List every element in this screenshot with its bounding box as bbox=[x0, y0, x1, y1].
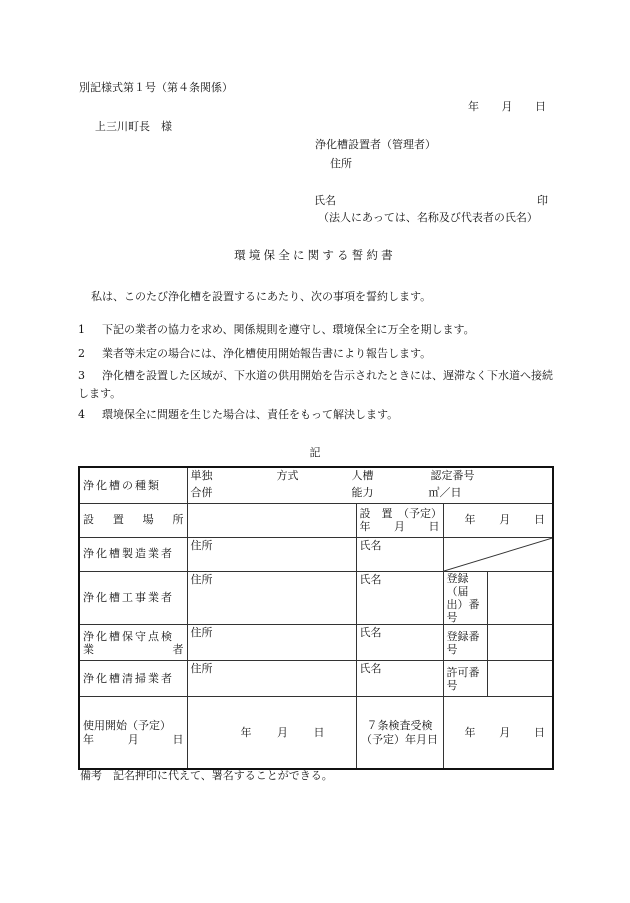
name-note: （法人にあっては、名称及び代表者の氏名） bbox=[318, 211, 538, 224]
tank-type-capacity-unit: ㎥／日 bbox=[428, 486, 462, 500]
remarks: 備考 記名押印に代えて、署名することができる。 bbox=[80, 769, 333, 782]
contractor-address[interactable]: 住所 bbox=[187, 571, 356, 625]
table-row bbox=[79, 503, 553, 537]
cleaner-label: 浄化槽清掃業者 bbox=[79, 661, 187, 697]
manufacturer-name[interactable]: 氏名 bbox=[356, 537, 443, 571]
pledge-text: 環境保全に問題を生じた場合は、責任をもって解決します。 bbox=[102, 408, 399, 421]
tank-type-single: 単独 bbox=[190, 469, 213, 483]
contractor-label: 浄化槽工事業者 bbox=[79, 571, 187, 625]
location-label: 設 置 場 所 bbox=[79, 503, 187, 537]
intro-text: 私は、このたび浄化槽を設置するにあたり、次の事項を誓約します。 bbox=[91, 290, 432, 303]
applicant-name-label: 氏名 bbox=[314, 194, 336, 207]
inspection-label: ７条検査受検 （予定）年月日 bbox=[356, 697, 443, 769]
submission-date bbox=[468, 100, 546, 113]
start-date-value[interactable]: 年 月 日 bbox=[187, 697, 356, 769]
cleaner-permit-value[interactable] bbox=[487, 661, 553, 697]
cleaner-address[interactable]: 住所 bbox=[187, 661, 356, 697]
inspection-date-value[interactable]: 年 月 日 bbox=[443, 697, 553, 769]
pledge-number: 1 bbox=[78, 323, 85, 336]
date-year: 年 bbox=[468, 100, 479, 113]
contractor-reg-label: 登録（届 出）番号 bbox=[443, 571, 487, 625]
tank-type-method: 方式 bbox=[276, 469, 299, 483]
install-date-units: 年 月 日 bbox=[359, 520, 440, 533]
maintenance-label: 浄化槽保守点検 業 者 bbox=[79, 625, 187, 661]
diagonal-line bbox=[444, 538, 553, 571]
contractor-reg-value[interactable] bbox=[487, 571, 553, 625]
pledge-item bbox=[78, 347, 553, 360]
document-title: 環境保全に関する誓約書 bbox=[234, 248, 396, 262]
pledge-text: 浄化槽を設置した区域が、下水道の供用開始を告示されたときには、遅滞なく下水道へ接続します。 bbox=[78, 369, 553, 400]
location-value[interactable] bbox=[187, 503, 356, 537]
manufacturer-address[interactable]: 住所 bbox=[187, 537, 356, 571]
maintenance-reg-label: 登録番号 bbox=[443, 625, 487, 661]
install-date-label: 設 置 （予定） 年 月 日 bbox=[356, 503, 443, 537]
manufacturer-label: 浄化槽製造業者 bbox=[79, 537, 187, 571]
table-row bbox=[79, 625, 553, 661]
manufacturer-blank-cell bbox=[443, 537, 553, 571]
form-number: 別記様式第１号（第４条関係） bbox=[79, 81, 233, 94]
install-date-value[interactable]: 年 月 日 bbox=[443, 503, 553, 537]
tank-type-combined: 合併 bbox=[190, 486, 213, 500]
addressee: 上三川町長 様 bbox=[95, 120, 172, 133]
details-table bbox=[78, 466, 552, 750]
pledge-item bbox=[78, 367, 553, 403]
pledge-number: 3 bbox=[78, 369, 85, 382]
cleaner-permit-label: 許可番号 bbox=[443, 661, 487, 697]
pledge-item bbox=[78, 408, 553, 421]
ki-heading: 記 bbox=[309, 446, 321, 459]
table-row bbox=[79, 697, 553, 769]
maintenance-reg-value[interactable] bbox=[487, 625, 553, 661]
tank-type-cert-number: 認定番号 bbox=[430, 469, 475, 483]
maintenance-name[interactable]: 氏名 bbox=[356, 625, 443, 661]
table-row bbox=[79, 467, 553, 503]
seal-mark: 印 bbox=[537, 194, 548, 207]
date-month: 月 bbox=[501, 100, 513, 113]
applicant-title: 浄化槽設置者（管理者） bbox=[315, 138, 436, 151]
date-day: 日 bbox=[535, 100, 546, 113]
maintenance-address[interactable]: 住所 bbox=[187, 625, 356, 661]
pledge-item bbox=[78, 323, 553, 336]
pledge-text: 業者等未定の場合には、浄化槽使用開始報告書により報告します。 bbox=[102, 347, 432, 360]
tank-type-capacity: 能力 bbox=[351, 486, 374, 500]
pledge-text: 下記の業者の協力を求め、関係規則を遵守し、環境保全に万全を期します。 bbox=[102, 323, 475, 336]
applicant-address-label: 住所 bbox=[330, 157, 352, 170]
table-row bbox=[79, 571, 553, 625]
tank-type-persons: 人槽 bbox=[351, 469, 374, 483]
pledge-number: 2 bbox=[78, 347, 85, 360]
table-row bbox=[79, 537, 553, 571]
pledge-number: 4 bbox=[78, 408, 85, 421]
table-row bbox=[79, 661, 553, 697]
start-label: 使用開始（予定） 年 月 日 bbox=[79, 697, 187, 769]
cleaner-name[interactable]: 氏名 bbox=[356, 661, 443, 697]
contractor-name[interactable]: 氏名 bbox=[356, 571, 443, 625]
tank-type-label: 浄化槽の種類 bbox=[79, 467, 187, 503]
tank-type-cell[interactable] bbox=[187, 467, 553, 503]
